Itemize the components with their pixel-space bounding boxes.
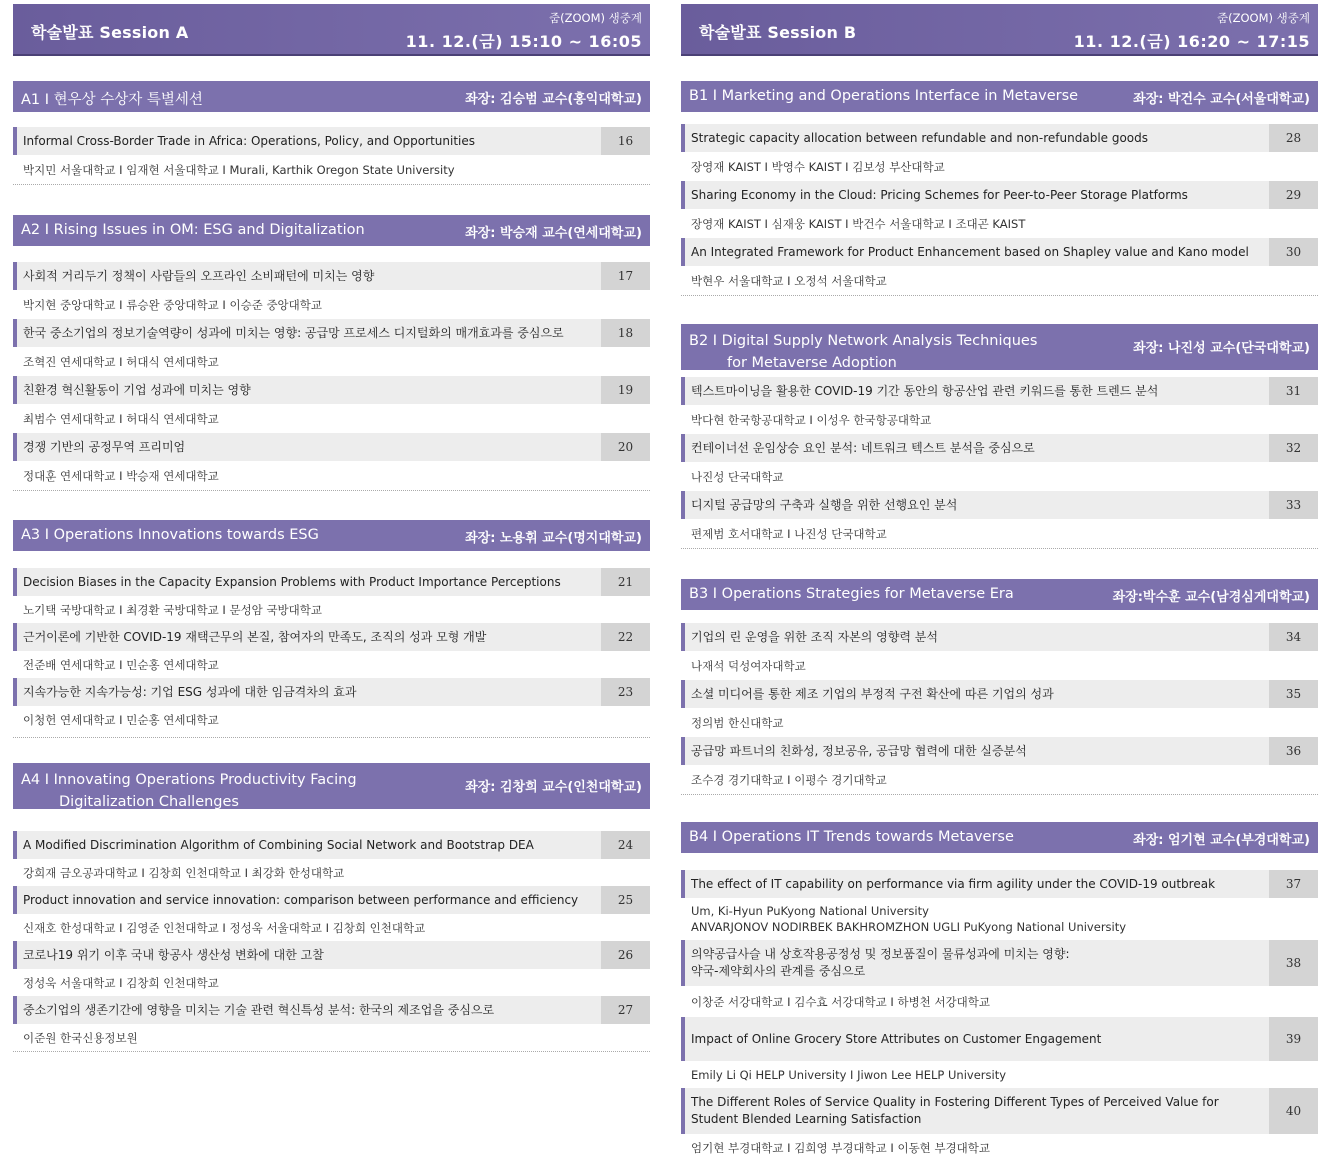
zoom-label: 줌(ZOOM) 생중계 xyxy=(549,11,642,25)
paper-title-row[interactable] xyxy=(681,737,1318,765)
page-number: 16 xyxy=(601,127,650,155)
paper-authors: 박다현 한국항공대학교 I 이성우 한국항공대학교 xyxy=(691,412,932,427)
page-number: 26 xyxy=(601,941,650,969)
track-header xyxy=(681,822,1318,853)
paper-title-row[interactable] xyxy=(13,941,650,969)
track-chair: 좌장: 김승범 교수(홍익대학교) xyxy=(465,92,642,107)
paper-title-row[interactable] xyxy=(681,623,1318,651)
paper-title-row[interactable] xyxy=(681,434,1318,462)
paper-authors: Um, Ki-Hyun PuKyong National University ANVARJONOV NODIRBEK BAKHROMZHON UGLI PuKyong National University xyxy=(691,904,1127,934)
track-title-line2: Digitalization Challenges xyxy=(59,794,239,810)
paper-entry xyxy=(13,623,650,678)
paper-title: 소셜 미디어를 통한 제조 기업의 부정적 구전 확산에 따른 기업의 성과 xyxy=(691,686,1054,701)
paper-title: 경쟁 기반의 공정무역 프리미엄 xyxy=(23,439,186,454)
track-title-line1: A4 I Innovating Operations Productivity Facing xyxy=(21,772,357,788)
paper-entry xyxy=(681,940,1318,1017)
paper-entry xyxy=(13,678,650,733)
paper-title: 근거이론에 기반한 COVID-19 재택근무의 본질, 참여자의 만족도, 조직의 성과 모형 개발 xyxy=(23,629,487,644)
paper-authors: 이창준 서강대학교 I 김수효 서강대학교 I 하병천 서강대학교 xyxy=(691,994,990,1009)
paper-title: Informal Cross-Border Trade in Africa: Operations, Policy, and Opportunities xyxy=(23,133,475,148)
page-number: 23 xyxy=(601,678,650,706)
page-number: 40 xyxy=(1269,1088,1318,1134)
page-number: 17 xyxy=(601,262,650,290)
paper-title-row[interactable] xyxy=(681,181,1318,209)
paper-title-row[interactable] xyxy=(13,262,650,290)
paper-authors: 장영재 KAIST I 박영수 KAIST I 김보성 부산대학교 xyxy=(691,159,945,174)
paper-title-row[interactable] xyxy=(681,1088,1318,1134)
page-number: 37 xyxy=(1269,870,1318,898)
paper-title-row[interactable] xyxy=(13,678,650,706)
track-header xyxy=(681,324,1318,370)
paper-entry xyxy=(681,870,1318,940)
track-chair: 좌장: 나진성 교수(단국대학교) xyxy=(1133,341,1310,356)
track-title-line1: B2 I Digital Supply Network Analysis Techniques xyxy=(689,333,1038,349)
paper-title-row[interactable] xyxy=(13,996,650,1024)
paper-title-row[interactable] xyxy=(13,433,650,461)
paper-entry xyxy=(13,941,650,996)
paper-title-row[interactable] xyxy=(681,238,1318,266)
paper-title: The effect of IT capability on performance via firm agility under the COVID-19 outbreak xyxy=(691,876,1216,891)
paper-authors: 이준원 한국신용정보원 xyxy=(23,1030,138,1045)
page-number: 38 xyxy=(1269,940,1318,986)
session-title: 학술발표 Session A xyxy=(31,23,189,42)
paper-title-row[interactable] xyxy=(681,870,1318,898)
track-b4 xyxy=(681,822,1318,1161)
track-header xyxy=(13,520,650,551)
paper-entry xyxy=(681,124,1318,181)
divider xyxy=(13,737,650,738)
paper-title: The Different Roles of Service Quality in Fostering Different Types of Perceived Value for Student Blended Learning Satisfaction xyxy=(691,1095,1219,1126)
track-a1 xyxy=(13,81,650,185)
divider xyxy=(681,548,1318,549)
paper-title-row[interactable] xyxy=(13,831,650,859)
track-title: A1 I 현우상 수상자 특별세션 xyxy=(21,92,203,108)
paper-title: Strategic capacity allocation between refundable and non-refundable goods xyxy=(691,130,1149,145)
page-number: 29 xyxy=(1269,181,1318,209)
paper-title-row[interactable] xyxy=(13,623,650,651)
paper-authors: 전준배 연세대학교 I 민순홍 연세대학교 xyxy=(23,657,219,672)
paper-entry xyxy=(13,831,650,886)
paper-authors: 조혁진 연세대학교 I 허대식 연세대학교 xyxy=(23,354,219,369)
paper-title: An Integrated Framework for Product Enhancement based on Shapley value and Kano model xyxy=(691,244,1249,259)
paper-title-row[interactable] xyxy=(13,376,650,404)
paper-title: 기업의 린 운영을 위한 조직 자본의 영향력 분석 xyxy=(691,629,938,644)
paper-title-row[interactable] xyxy=(681,940,1318,986)
paper-title: 지속가능한 지속가능성: 기업 ESG 성과에 대한 임금격차의 효과 xyxy=(23,684,357,699)
paper-entry xyxy=(681,491,1318,548)
paper-authors: 장영재 KAIST I 심재웅 KAIST I 박건수 서울대학교 I 조대곤 KAIST xyxy=(691,216,1026,231)
track-a3 xyxy=(13,520,650,738)
track-chair: 좌장:박수훈 교수(남경심게대학교) xyxy=(1112,590,1310,605)
paper-entry xyxy=(13,433,650,490)
paper-title: 사회적 거리두기 정책이 사람들의 오프라인 소비패턴에 미치는 영향 xyxy=(23,268,375,283)
paper-authors: 노기택 국방대학교 I 최경환 국방대학교 I 문성암 국방대학교 xyxy=(23,602,322,617)
paper-authors: 최범수 연세대학교 I 허대식 연세대학교 xyxy=(23,411,219,426)
paper-title-row[interactable] xyxy=(681,1017,1318,1061)
page-number: 20 xyxy=(601,433,650,461)
paper-entry xyxy=(13,568,650,623)
paper-entry xyxy=(681,623,1318,680)
paper-authors: 정대훈 연세대학교 I 박승재 연세대학교 xyxy=(23,468,219,483)
page-number: 19 xyxy=(601,376,650,404)
paper-authors: 나진성 단국대학교 xyxy=(691,469,784,484)
paper-authors: 조수경 경기대학교 I 이평수 경기대학교 xyxy=(691,772,887,787)
divider xyxy=(681,794,1318,795)
divider xyxy=(13,184,650,185)
paper-authors: 정성욱 서울대학교 I 김창희 인천대학교 xyxy=(23,975,219,990)
session-b-header xyxy=(681,4,1318,56)
track-a2 xyxy=(13,215,650,491)
track-title: B4 I Operations IT Trends towards Metaverse xyxy=(689,829,1014,845)
paper-title-row[interactable] xyxy=(13,319,650,347)
track-chair: 좌장: 박건수 교수(서울대학교) xyxy=(1133,92,1310,107)
paper-title: 디지털 공급망의 구축과 실행을 위한 선행요인 분석 xyxy=(691,497,958,512)
paper-title: 컨테이너선 운임상승 요인 분석: 네트워크 텍스트 분석을 중심으로 xyxy=(691,440,1035,455)
paper-authors: 강희재 금오공과대학교 I 김창희 인천대학교 I 최강화 한성대학교 xyxy=(23,865,345,880)
track-title: A2 I Rising Issues in OM: ESG and Digitalization xyxy=(21,222,365,238)
page-number: 28 xyxy=(1269,124,1318,152)
paper-entry xyxy=(681,1017,1318,1088)
zoom-label: 줌(ZOOM) 생중계 xyxy=(1217,11,1310,25)
page-number: 36 xyxy=(1269,737,1318,765)
page-number: 18 xyxy=(601,319,650,347)
paper-entry xyxy=(681,434,1318,491)
paper-title-row[interactable] xyxy=(681,680,1318,708)
track-title xyxy=(689,330,1037,374)
paper-authors: 이청헌 연세대학교 I 민순홍 연세대학교 xyxy=(23,712,219,727)
paper-title: 공급망 파트너의 친화성, 정보공유, 공급망 협력에 대한 실증분석 xyxy=(691,743,1027,758)
paper-title: Decision Biases in the Capacity Expansion Problems with Product Importance Perceptions xyxy=(23,574,561,589)
track-chair: 좌장: 박승재 교수(연세대학교) xyxy=(465,226,642,241)
page-number: 32 xyxy=(1269,434,1318,462)
track-title: B1 I Marketing and Operations Interface in Metaverse xyxy=(689,88,1079,104)
paper-title-row[interactable] xyxy=(13,568,650,596)
page-number: 39 xyxy=(1269,1017,1318,1061)
paper-authors: 박지민 서울대학교 I 임재현 서울대학교 I Murali, Karthik Oregon State University xyxy=(23,162,455,177)
divider xyxy=(13,1051,650,1052)
track-chair: 좌장: 김창희 교수(인천대학교) xyxy=(465,780,642,795)
paper-entry xyxy=(13,262,650,319)
page-number: 21 xyxy=(601,568,650,596)
paper-title: 중소기업의 생존기간에 영향을 미치는 기술 관련 혁신특성 분석: 한국의 제조업을 중심으로 xyxy=(23,1002,495,1017)
paper-title: 친환경 혁신활동이 기업 성과에 미치는 영향 xyxy=(23,382,251,397)
track-a4 xyxy=(13,763,650,1052)
paper-entry xyxy=(13,996,650,1051)
paper-entry xyxy=(13,886,650,941)
divider xyxy=(13,490,650,491)
paper-authors: 박지현 중앙대학교 I 류승완 중앙대학교 I 이승준 중앙대학교 xyxy=(23,297,322,312)
track-header xyxy=(13,81,650,112)
paper-entry xyxy=(681,181,1318,238)
paper-entry xyxy=(681,737,1318,794)
paper-title: Product innovation and service innovation: comparison between performance and efficiency xyxy=(23,892,579,907)
paper-title: 텍스트마이닝을 활용한 COVID-19 기간 동안의 항공산업 관련 키워드를 통한 트렌드 분석 xyxy=(691,383,1159,398)
session-time: 11. 12.(금) 15:10 ~ 16:05 xyxy=(405,32,642,51)
track-header xyxy=(13,763,650,809)
paper-entry xyxy=(681,680,1318,737)
divider xyxy=(681,295,1318,296)
page-number: 34 xyxy=(1269,623,1318,651)
paper-entry xyxy=(13,376,650,433)
page-number: 27 xyxy=(601,996,650,1024)
track-b2 xyxy=(681,324,1318,549)
paper-authors: 신재호 한성대학교 I 김영준 인천대학교 I 정성욱 서울대학교 I 김창희 인천대학교 xyxy=(23,920,426,935)
page-number: 22 xyxy=(601,623,650,651)
paper-authors: 정의범 한신대학교 xyxy=(691,715,784,730)
track-title: B3 I Operations Strategies for Metaverse Era xyxy=(689,586,1014,602)
track-chair: 좌장: 엄기현 교수(부경대학교) xyxy=(1133,833,1310,848)
paper-title: 한국 중소기업의 정보기술역량이 성과에 미치는 영향: 공급망 프로세스 디지털화의 매개효과를 중심으로 xyxy=(23,325,564,340)
paper-entry xyxy=(13,319,650,376)
session-a-column xyxy=(13,0,650,1045)
page-number: 33 xyxy=(1269,491,1318,519)
track-header xyxy=(13,215,650,246)
paper-title-row[interactable] xyxy=(13,886,650,914)
paper-title: Impact of Online Grocery Store Attributes on Customer Engagement xyxy=(691,1031,1102,1046)
session-title: 학술발표 Session B xyxy=(699,23,857,42)
track-title-line2: for Metaverse Adoption xyxy=(727,355,897,371)
paper-title-row[interactable] xyxy=(681,124,1318,152)
page-number: 25 xyxy=(601,886,650,914)
session-a-header xyxy=(13,4,650,56)
track-b1 xyxy=(681,81,1318,296)
track-title: A3 I Operations Innovations towards ESG xyxy=(21,527,319,543)
page-number: 24 xyxy=(601,831,650,859)
paper-authors: Emily Li Qi HELP University I Jiwon Lee HELP University xyxy=(691,1067,1007,1082)
paper-entry xyxy=(681,1088,1318,1161)
paper-entry xyxy=(681,377,1318,434)
paper-authors: 편제범 호서대학교 I 나진성 단국대학교 xyxy=(691,526,887,541)
track-header xyxy=(681,81,1318,112)
paper-title-row[interactable] xyxy=(681,491,1318,519)
page-number: 30 xyxy=(1269,238,1318,266)
paper-title: 코로나19 위기 이후 국내 항공사 생산성 변화에 대한 고찰 xyxy=(23,947,324,962)
paper-title-row[interactable] xyxy=(681,377,1318,405)
paper-title-row[interactable] xyxy=(13,127,650,155)
track-header xyxy=(681,579,1318,610)
paper-entry xyxy=(13,127,650,184)
paper-title: Sharing Economy in the Cloud: Pricing Schemes for Peer-to-Peer Storage Platforms xyxy=(691,187,1188,202)
page-number: 31 xyxy=(1269,377,1318,405)
paper-authors: 나재석 덕성여자대학교 xyxy=(691,658,806,673)
page-number: 35 xyxy=(1269,680,1318,708)
track-chair: 좌장: 노용휘 교수(명지대학교) xyxy=(465,531,642,546)
session-time: 11. 12.(금) 16:20 ~ 17:15 xyxy=(1073,32,1310,51)
track-b3 xyxy=(681,579,1318,795)
paper-title: A Modified Discrimination Algorithm of Combining Social Network and Bootstrap DEA xyxy=(23,837,534,852)
paper-entry xyxy=(681,238,1318,295)
track-title xyxy=(21,769,357,813)
paper-authors: 엄기현 부경대학교 I 김희영 부경대학교 I 이동현 부경대학교 xyxy=(691,1140,990,1155)
paper-authors: 박현우 서울대학교 I 오정석 서울대학교 xyxy=(691,273,887,288)
paper-title: 의약공급사슬 내 상호작용공정성 및 정보품질이 물류성과에 미치는 영향: 약국-제약회사의 관계를 중심으로 xyxy=(691,947,1070,978)
session-b-column xyxy=(681,0,1318,1155)
